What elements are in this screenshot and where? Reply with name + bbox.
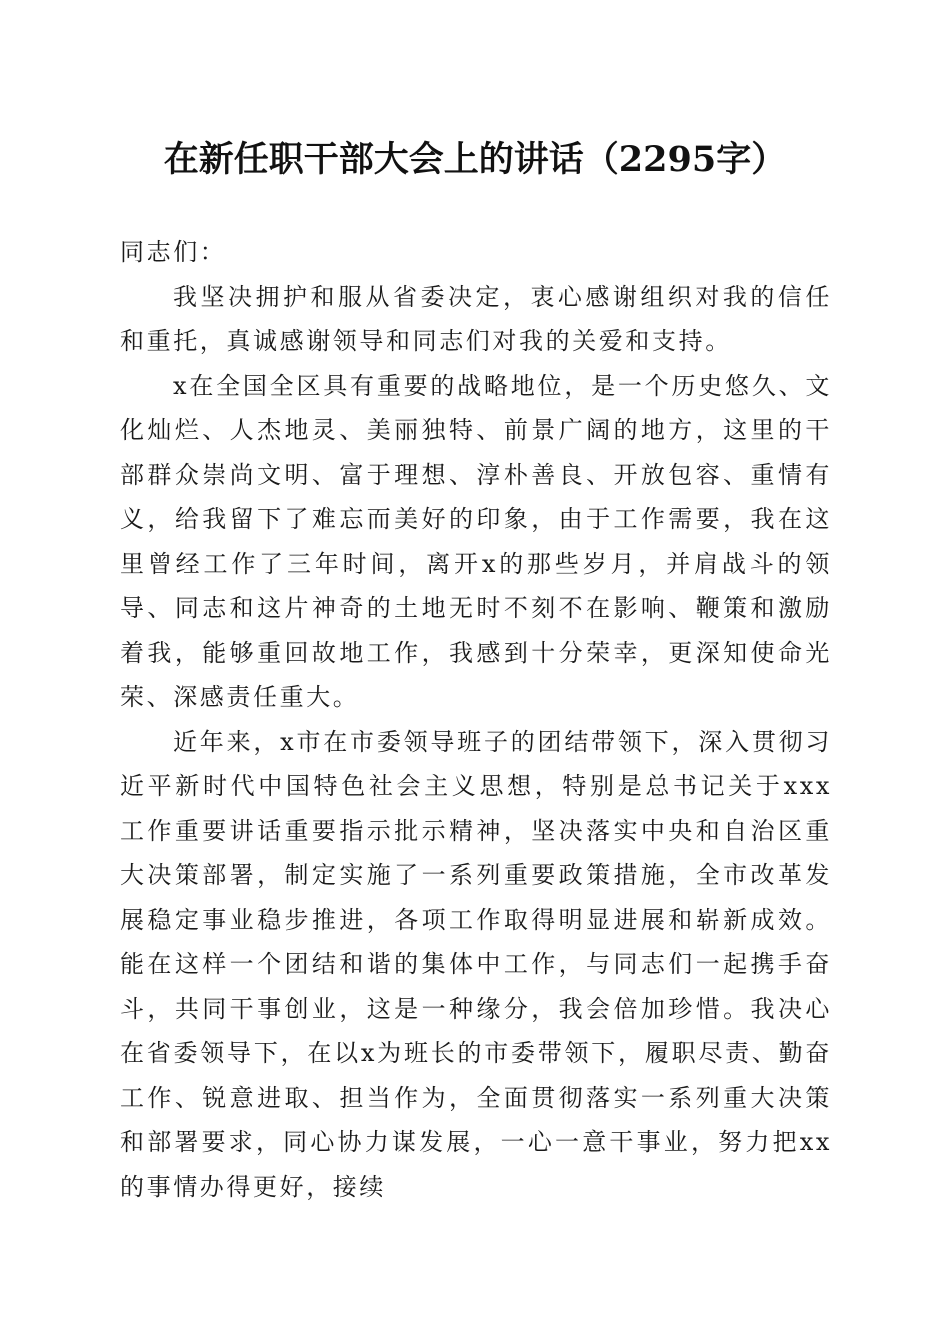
document-body xyxy=(120,230,832,1209)
document-title: 在新任职干部大会上的讲话（2295字） xyxy=(163,139,787,180)
paragraph-gratitude: 我坚决拥护和服从省委决定，衷心感谢组织对我的信任和重托，真诚感谢领导和同志们对我的关爱和支持。 xyxy=(120,282,832,355)
salutation: 同志们： xyxy=(120,238,227,266)
paragraph-recent-development: 近年来，x市在市委领导班子的团结带领下，深入贯彻习近平新时代中国特色社会主义思想，特别是总书记关于xxx工作重要讲话重要指示批示精神，坚决落实中央和自治区重大决策部署，制定实施了一系列重要政策措施，全市改革发展稳定事业稳步推进，各项工作取得明显进展和崭新成效。能在这样一个团结和谐的集体中工作，与同志们一起携手奋斗，共同干事创业，这是一种缘分，我会倍加珍惜。我决心在省委领导下，在以x为班长的市委带领下，履职尽责、勤奋工作、锐意进取、担当作为，全面贯彻落实一系列重大决策和部署要求，同心协力谋发展，一心一意干事业，努力把xx的事情办得更好，接续 xyxy=(120,727,832,1201)
paragraph-city-introduction: x在全国全区具有重要的战略地位，是一个历史悠久、文化灿烂、人杰地灵、美丽独特、前景广阔的地方，这里的干部群众崇尚文明、富于理想、淳朴善良、开放包容、重情有义，给我留下了难忘而美好的印象，由于工作需要，我在这里曾经工作了三年时间，离开x的那些岁月，并肩战斗的领导、同志和这片神奇的土地无时不刻不在影响、鞭策和激励着我，能够重回故地工作，我感到十分荣幸，更深知使命光荣、深感责任重大。 xyxy=(120,371,832,711)
